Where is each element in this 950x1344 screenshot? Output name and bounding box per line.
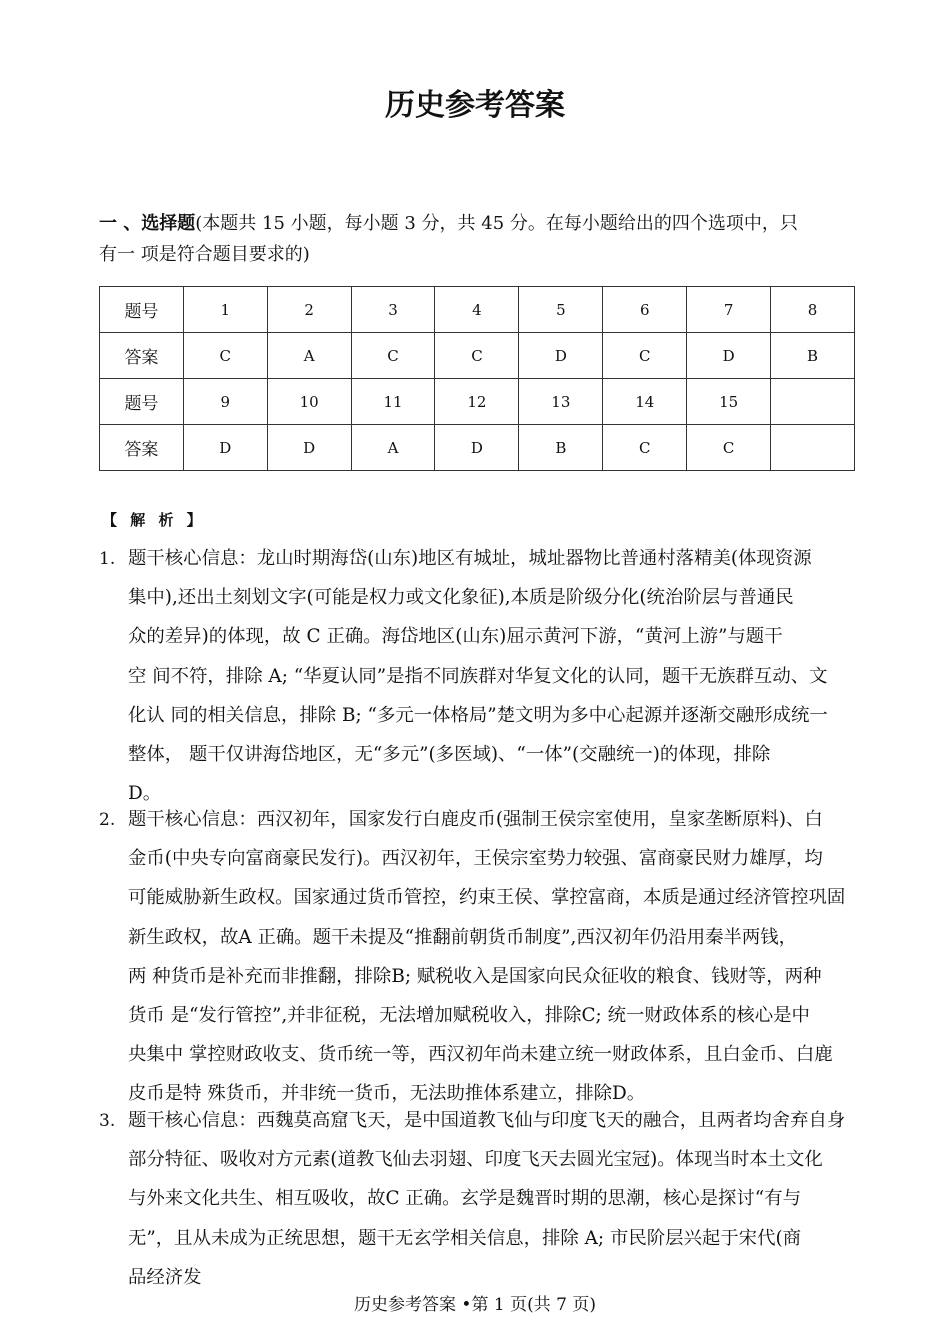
table-cell: 7 [687,287,771,333]
table-cell: D [519,333,603,379]
paragraph-line: 新生政权，故A 正确。题干未提及“推翻前朝货币制度”,西汉初年仍沿用秦半两钱， [128,926,798,948]
table-cell: A [351,425,435,471]
table-cell: D [267,425,351,471]
table-cell: C [183,333,267,379]
section-title: 一 、选择题 [99,213,196,234]
table-row [100,287,855,333]
analysis-item-1 [99,539,859,813]
table-cell: 11 [351,379,435,425]
table-cell: 13 [519,379,603,425]
table-cell: 1 [183,287,267,333]
paragraph-line: 题干核心信息：西魏莫高窟飞天，是中国道教飞仙与印度飞天的融合，且两者均舍弃自身 [128,1110,846,1131]
table-row [100,333,855,379]
row-header: 题号 [100,379,184,425]
table-cell: D [435,425,519,471]
table-cell: 5 [519,287,603,333]
item-number: 3. [99,1111,116,1131]
table-cell: 10 [267,379,351,425]
analysis-item-3 [99,1101,859,1297]
table-cell: 9 [183,379,267,425]
table-cell: 15 [687,379,771,425]
paragraph-line: 品经济发 [128,1266,202,1288]
section-heading [99,209,798,235]
analysis-item-2 [99,800,859,1114]
table-cell: 4 [435,287,519,333]
page-title: 历史参考答案 [385,88,565,123]
item-number: 1. [99,549,116,569]
table-cell: C [351,333,435,379]
table-cell: C [687,425,771,471]
page-footer: 历史参考答案 •第 1 页(共 7 页) [354,1295,596,1315]
item-number: 2. [99,810,116,830]
paragraph-line: 部分特征、吸收对方元素(道教飞仙去羽翅、印度飞天去圆光宝冠)。体现当时本土文化 [128,1149,823,1171]
paragraph-line: 题干核心信息：西汉初年，国家发行白鹿皮币(强制王侯宗室使用，皇家垄断原料)、白 [128,809,823,830]
paragraph-line: 货币 是“发行管控”,并非征税，无法增加赋税收入，排除C; 统一财政体系的核心是中 [128,1004,810,1026]
paragraph-line: 两 种货币是补充而非推翻，排除B; 赋税收入是国家向民众征收的粮食、钱财等，两种 [128,965,822,987]
table-cell: C [603,425,687,471]
section-desc-cont: 有一 项是符合题目要求的) [99,244,310,265]
paragraph-line: 央集中 掌控财政收支、货币统一等，西汉初年尚未建立统一财政体系，且白金币、白鹿 [128,1044,833,1066]
table-cell: 8 [771,287,855,333]
paragraph-line: 集中),还出土刻划文字(可能是权力或文化象征),本质是阶级分化(统治阶层与普通民 [128,587,794,609]
table-cell: D [183,425,267,471]
paragraph-line: 整体， 题干仅讲海岱地区，无“多元”(多医域)、“一体”(交融统一)的体现，排除 [128,743,771,765]
row-header: 答案 [100,425,184,471]
paragraph-line: 皮币是特 殊货币，并非统一货币，无法助推体系建立，排除D。 [128,1083,646,1105]
table-cell: 14 [603,379,687,425]
paragraph-line: 题干核心信息：龙山时期海岱(山东)地区有城址，城址器物比普通村落精美(体现资源 [128,548,812,569]
row-header: 题号 [100,287,184,333]
table-cell: 12 [435,379,519,425]
table-cell: D [687,333,771,379]
paragraph-line: 可能威胁新生政权。国家通过货币管控，约束王侯、掌控富商，本质是通过经济管控巩固 [128,887,846,909]
paragraph-line: 众的差异)的体现，故 C 正确。海岱地区(山东)屈示黄河下游，“黄河上游”与题干 [128,626,783,648]
paragraph-line: 无”，且从未成为正统思想，题干无玄学相关信息，排除 A; 市民阶层兴起于宋代(商 [128,1227,802,1249]
table-cell: 2 [267,287,351,333]
table-cell: 6 [603,287,687,333]
table-cell: C [603,333,687,379]
paragraph-line: 金币(中央专向富商豪民发行)。西汉初年，王侯宗室势力较强、富商豪民财力雄厚，均 [128,848,823,870]
table-cell [771,379,855,425]
answer-table [99,286,855,471]
table-cell [771,425,855,471]
paragraph-line: D。 [128,783,162,805]
table-cell: B [771,333,855,379]
table-row [100,425,855,471]
table-row [100,379,855,425]
table-cell: A [267,333,351,379]
table-cell: 3 [351,287,435,333]
table-cell: B [519,425,603,471]
analysis-label: 【 解 析 】 [102,511,206,529]
row-header: 答案 [100,333,184,379]
table-cell: C [435,333,519,379]
paragraph-line: 化认 同的相关信息，排除 B; “多元一体格局”楚文明为多中心起源并逐渐交融形成统一 [128,704,828,726]
paragraph-line: 空 间不符，排除 A; “华夏认同”是指不同族群对华复文化的认同，题干无族群互动、文 [128,665,828,687]
paragraph-line: 与外来文化共生、相互吸收，故C 正确。玄学是魏晋时期的思潮，核心是探讨“有与 [128,1188,801,1210]
section-desc: (本题共 15 小题，每小题 3 分，共 45 分。在每小题给出的四个选项中，只 [195,213,798,234]
